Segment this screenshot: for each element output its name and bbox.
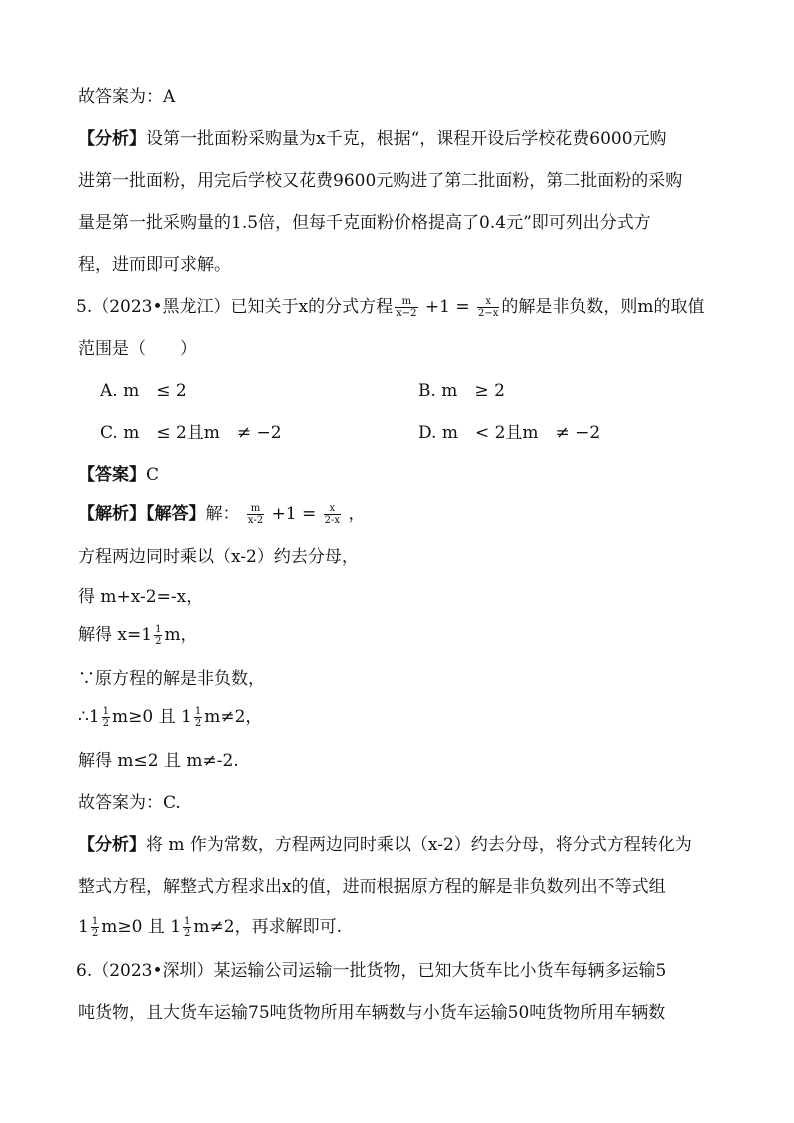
option-c: C. m ≤ 2且m ≠ −2 bbox=[100, 423, 282, 443]
step-4: ∵原方程的解是非负数， bbox=[78, 669, 265, 689]
q5-tail: 的解是非负数，则m的取值 bbox=[501, 297, 705, 317]
eq-fraction-2: $\frac{x}{2-x}$ bbox=[324, 503, 341, 526]
eq-fraction-1: $\frac{m}{x-2}$ bbox=[247, 503, 264, 526]
prev-analysis-line-3: 量是第一批采购量的1.5倍，但每千克面粉价格提高了0.4元”即可列出分式方 bbox=[78, 213, 651, 233]
fraction-one-half: $\frac{1}{2}$ bbox=[194, 706, 202, 729]
q5-stem-line-2: 范围是（ ） bbox=[78, 339, 197, 359]
answer-line bbox=[78, 464, 159, 486]
analysis-tag: 【分析】 bbox=[78, 129, 146, 149]
q5-mid: +1 = bbox=[424, 297, 470, 317]
analysis-text: 设第一批面粉采购量为x千克，根据“，课程开设后学校花费6000元购 bbox=[146, 129, 667, 149]
prev-answer-line: 故答案为：A bbox=[78, 87, 176, 107]
fraction-one-half: $\frac{1}{2}$ bbox=[155, 624, 162, 647]
step-7: 故答案为：C. bbox=[78, 793, 181, 813]
jiexi-tag: 【解析】【解答】 bbox=[78, 504, 206, 524]
prev-analysis-line-4: 程，进而即可求解。 bbox=[78, 255, 231, 275]
option-b: B. m ≥ 2 bbox=[418, 381, 505, 401]
jiexi-line bbox=[78, 503, 365, 526]
eq-mid: +1 = bbox=[271, 504, 317, 524]
q5-analysis-line-1: 【分析】将 m 作为常数，方程两边同时乘以（x-2）约去分母，将分式方程转化为 bbox=[78, 835, 692, 855]
q6-stem-line-2: 吨货物，且大货车运输75吨货物所用车辆数与小货车运输50吨货物所用车辆数 bbox=[78, 1003, 666, 1023]
q5-analysis-line-3: 1 $\frac{1}{2}$ m≥0 且 1 $\frac{1}{2}$ m≠2，再求解即可. bbox=[78, 916, 342, 939]
eq-tail: ， bbox=[348, 504, 366, 524]
option-a: A. m ≤ 2 bbox=[100, 381, 187, 401]
step-2: 得 m+x-2=-x， bbox=[78, 587, 204, 607]
step-1: 方程两边同时乘以（x-2）约去分母， bbox=[78, 547, 359, 567]
answer-value: C bbox=[146, 465, 160, 485]
step-6: 解得 m≤2 且 m≠-2. bbox=[78, 751, 239, 771]
analysis-tag: 【分析】 bbox=[78, 835, 146, 855]
jiexi-prefix: 解： bbox=[205, 504, 240, 524]
q5-intro: 5.（2023•黑龙江）已知关于x的分式方程 bbox=[76, 297, 394, 317]
fraction-m-over-x-2: $\frac{m}{x-2}$ bbox=[396, 296, 417, 319]
fraction-x-over-2-x: $\frac{x}{2-x}$ bbox=[478, 296, 499, 319]
q5-stem-line-1 bbox=[76, 296, 705, 319]
prev-analysis-line-1 bbox=[78, 128, 667, 150]
option-d: D. m < 2且m ≠ −2 bbox=[418, 423, 601, 443]
q5-analysis-line-2: 整式方程，解整式方程求出x的值，进而根据原方程的解是非负数列出不等式组 bbox=[78, 877, 666, 897]
q6-stem-line-1: 6.（2023•深圳）某运输公司运输一批货物，已知大货车比小货车每辆多运输5 bbox=[76, 961, 667, 981]
answer-tag: 【答案】 bbox=[78, 465, 146, 485]
step-5: ∴1 $\frac{1}{2}$ m≥0 且 1 $\frac{1}{2}$ m≠2， bbox=[78, 706, 263, 729]
fraction-one-half: $\frac{1}{2}$ bbox=[91, 916, 99, 939]
fraction-one-half: $\frac{1}{2}$ bbox=[102, 706, 110, 729]
step-3: 解得 x=1 $\frac{1}{2}$ m， bbox=[78, 624, 198, 647]
fraction-one-half: $\frac{1}{2}$ bbox=[184, 916, 191, 939]
prev-analysis-line-2: 进第一批面粉，用完后学校又花费9600元购进了第二批面粉，第二批面粉的采购 bbox=[78, 171, 683, 191]
